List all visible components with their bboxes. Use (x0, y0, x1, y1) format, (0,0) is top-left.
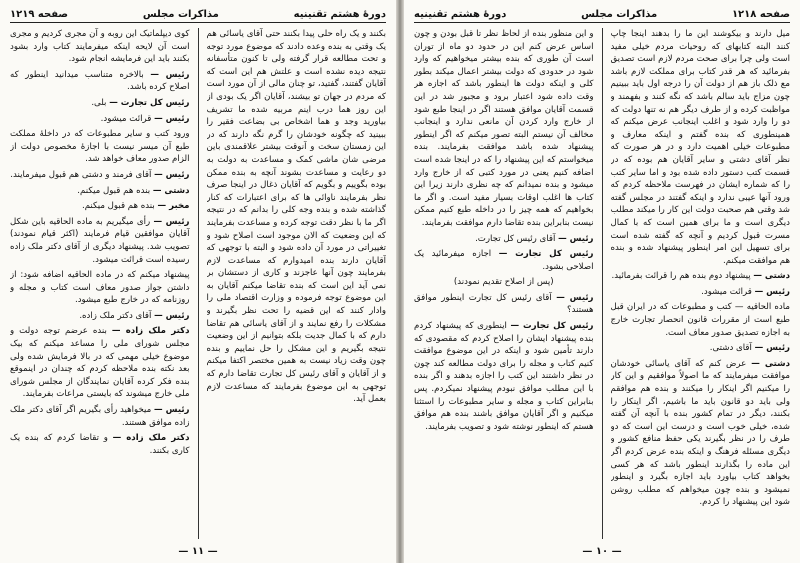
speaker-name: مخبر — (157, 201, 190, 212)
transcript-paragraph (611, 342, 791, 355)
transcript-paragraph (10, 269, 190, 307)
speech-text: آقای رئیس کل تجارت اینطور موافق هستند؟ (414, 292, 594, 316)
transcript-paragraph (611, 28, 791, 267)
left-page-footer: — ۱۱ — (178, 546, 218, 557)
speech-text: ورود کتب و سایر مطبوعات که در داخلهٔ مملکت طبع آن میسر نیست با اجازهٔ مخصوص دولت از الزام صدور معاف خواهد شد. (10, 129, 190, 165)
speaker-name: رئیس — (154, 405, 190, 416)
speech-text: میل دارند و بیکوشند این ما را بدهند اینجا چاپ کنند البته کتابهای که روحیات مردم خیلی مفید است ولی چرا برای صحت مردم لازم است تصدیق بفرمائید که هر قدر کتاب برای مملکت لازم باشد مع ذلک باز هم از دولت آن را درجه اول باید ببینیم چون مزاج باید سالم باشد که نگه کنند و بفهمند و مواظبت کرده و از طرف دیگر هم نه تنها دولت که دو را وارد شود و اغلب اینجانب عرض میکنم که همینطوری که بنده گفتم و اینکه معارف و مطبوعات خیلی اهمیت دارد و در هر صورت که نظر آقای دشتی و سایر آقایان هم بوده که در قسمت کتب دستور داده شده بود و اما سایر کتب را که شماره ایشان در فهرست ملاحظه کردم که ورود آنها عیبی ندارد و اینکه گفتند در مجلس گفته شد وقتی هم صحبت دولت این کار را میکند مطلب دیگری است و ما برای همین است که با کمال مسرت قبول کردیم و آنچه که گفته شده است برای تسهیل این امر اینطور پیشنهاد شده و بنده هم موافقت میکنم. (610, 29, 790, 266)
transcript-paragraph (207, 28, 387, 406)
transcript-paragraph (10, 128, 190, 166)
left-header-session: دورهٔ هشتم تقنینیه (293, 8, 386, 20)
speech-text: بنده عرضم توجه دولت و مجلس شورای ملی را مساعد میکنم که بیک موضوع خیلی مهمی که در بالا فرمایش شده ولی بعد نکته بنده ملاحظه کردم که چندان در اینموقع بنده فکر کرده آقایان نمایندگان از مجلس شورای ملی خارج میشوند که بایستی مراعات بفرمایند. (10, 326, 190, 400)
speaker-name: رئیس — (154, 169, 190, 180)
transcript-paragraph (414, 28, 594, 230)
transcript-paragraph (10, 200, 190, 213)
speech-text: و این منظور بنده از لحاظ نظر تا قبل بودن و چون اساس عرض کنم این در حدود دو ماه از توران است آن طوری که بنده بیشتر میخواهیم که وارد شود در حدودی که دولت بیشتر اعمال میکند بطور کلی و اینکه دولت ها اینطور باشد که اجازه هر وقت داده شود اعتبار برود و مجبور شد در این قسمت آقایان موافق هستند اگر در اینجا طبع شود از خارج وارد کردن آن مانعی ندارد و اینجانب مخالف آن نیستم البته تصور میکنم که اگر اینطور پیشنهاد شده باشد موافقت بفرمایند. بنده میخواستم که این پیشنهاد را که در اینجا شده است اضافه کنیم یعنی در مورد کتبی که از خارج وارد میشود و بنده نمیدانم که چه نظری دارند زیرا این کتاب ها اغلب اوقات بسیار مفید است. و اگر ما بخواهیم که همه چیز را در داخله طبع کنیم ممکن نیست بنابراین بنده تقاضا دارم موافقت بفرمایند. (414, 29, 594, 228)
transcript-paragraph (10, 113, 190, 126)
transcript-paragraph (414, 233, 594, 246)
transcript-paragraph (414, 292, 594, 317)
column-divider (198, 28, 199, 539)
right-page-footer: — ۱۰ — (582, 546, 622, 557)
speech-text: قرائت میشود. (701, 286, 752, 297)
speaker-name: رئیس کل تجارت — (498, 249, 594, 260)
transcript-paragraph (10, 97, 190, 110)
transcript-paragraph (10, 69, 190, 94)
transcript-paragraph (611, 358, 791, 509)
speech-text: آقای رئیس کل تجارت. (475, 233, 556, 244)
right-page (404, 0, 800, 563)
speaker-name: دشتی — (753, 271, 790, 282)
speech-text: پیشنهاد میکنم که در ماده الحاقیه اضافه شود: از داشتن جواز صدور معاف است کتاب و مجله و روزنامه که در خارج طبع میشود. (10, 270, 190, 306)
speaker-name: دکتر ملک زاده — (112, 433, 190, 444)
left-page-columns (10, 28, 386, 539)
speaker-name: رئیس — (754, 286, 790, 297)
speech-text: بنده هم قبول میکنم. (81, 201, 155, 212)
speech-text: رأی میگیریم به ماده الحاقیه باین شکل آقایان موافقین قیام فرمایند (اکثر قیام نمودند) تصویب شد. پیشنهاد دیگری از آقای دکتر ملک زاده رسیده است قرائت میشود. (10, 216, 190, 265)
right-header-session: دورهٔ هشتم تقنینیه (414, 8, 507, 20)
transcript-paragraph (611, 270, 791, 283)
transcript-paragraph (414, 248, 594, 273)
transcript-paragraph (10, 185, 190, 198)
left-page-header (10, 6, 386, 23)
speech-text: بلی. (91, 97, 107, 108)
speech-text: بنده هم قبول میکنم. (77, 185, 151, 196)
left-header-page-number: صفحه ۱۲۱۹ (10, 8, 69, 20)
speaker-name: دشتی — (152, 185, 190, 196)
left-page (0, 0, 396, 563)
right-header-title: مذاکرات مجلس (581, 8, 658, 20)
speaker-name: رئیس — (556, 292, 594, 303)
right-page-columns (414, 28, 790, 539)
speech-text: بالاخره متناسب میدانید اینطور که اصلاح کرده باشد. (10, 69, 190, 93)
transcript-paragraph (10, 310, 190, 323)
right-page-column-left (414, 28, 594, 539)
speech-text: آقای دشتی. (709, 343, 752, 354)
speech-text: اجازه میفرمائید یک اصلاحی بشود. (414, 249, 594, 272)
speaker-name: رئیس کل تجارت — (109, 97, 190, 108)
transcript-paragraph (10, 216, 190, 266)
transcript-paragraph (611, 286, 791, 299)
left-page-column-left (10, 28, 190, 539)
transcript-paragraph (10, 28, 190, 66)
speaker-name: رئیس کل تجارت — (510, 321, 594, 332)
speech-text: کوی دیپلماتیک این روبه و آن مجری کردیم و مجری است آن لایحه اینکه میفرمایند کتاب وارد بشود بکنند باید این فرمایشه انجام شود. (10, 29, 190, 65)
right-page-header (414, 6, 790, 23)
transcript-paragraph (414, 276, 594, 289)
speech-text: قرائت میشود. (100, 113, 152, 124)
book-gutter (396, 0, 404, 563)
speaker-name: دشتی — (751, 358, 790, 369)
speech-text: عرض کنم که آقای یاسائی خودشان موافقت میفرمایند که ما اصولاً موافقیم و این کار را میکنیم اگر اینکار را میکنند و بنده هم موافقم ولی باید دو قانون باید ما باشیم، اگر اینکار را بکنند، دیگر در تمام کشور بنده با آنچه آن گفته شده، خیلی خوب است و درست این است که دو طرف را در نظر بگیرند یکی حفظ منافع کشور و دیگری مسئله فرهنگ و اینکه بنده عرض کردم اگر این ماده را بگذارند اینطور باشد که هر کسی بخواهد کتاب بیاورد باید اجازه بگیرد و اینطور نمیشود و بنده چون میخواهم که مطلب روشن شود این پیشنهاد را کردم. (610, 358, 790, 508)
speaker-name: دکتر ملک زاده — (111, 326, 190, 337)
speech-text: بکنند و یک راه حلی پیدا بکنند حتی آقای یاسائی هم یک وقتی به بنده وعده دادند که موضوع مورد توجه و تحت مطالعه قرار گرفته ولی تا کنون متأسفانه نتیجه دیده نشده است و علتش هم این است که آقایان گفتند، گفتید، تو چنان مالی از آن مورد است که مردم در جهان تو بیشند، آقایان اگر یک بودی از این روز هما درب اینم مربیه شده ما تشریف بیاورید وجد و هما اشخاص بی بضاعت فقیر را ببینید که چگونه خودشان را گرم نگه دارند که در این زمستان سخت و آنوقت بیشتر علاقمندی باین مرضی شان ماشی کمک و مساعدت به دولت به دو رعایت و مساعدت بشوند آنچه به بنده ممکن بوده بگوییم و بگویم که آقایان ذغال در اینجا صرف نظر بفرمایند ناوائی ها که برای اعتبارات که کنار گذاشته شده و بنده وجه کلی را بدانم که در نتیجه اگر ما با نظر دقت توجه کرده و مساعدت بفرمایند که این وضعیت که الان موجود است اصلاح شود و تغییراتی در مورد آن داده شود و البته با توجهی که آقایان دارند بنده امیدوارم که مساعدت لازم بفرمایند چون آنها عاجزند و کاری از دستشان بر نمی آید این است که بنده تقاضا میکنم آقایان به این موضوع توجه فرموده و وزارت اقتصاد ملی را وادار کنند که این قضیه را تحت نظر بگیرند و مشکلات را رفع نمایند و از آقای یاسائی هم تقاضا دارم که با کمال جدیت بلکه بتوانیم از این وضعیت نتیجه بگیریم و این مشکل را حل نماییم و بنده چون وقت زیاد نیست به همین مختصر اکتفا میکنم و از آقایان و آقای رئیس کل تجارت تقاضا دارم که توجهی به این موضوع بفرمایند که مساعدت لازم بعمل آید. (206, 29, 386, 405)
right-header-page-number: صفحه ۱۲۱۸ (731, 8, 790, 20)
speaker-name: رئیس — (153, 216, 190, 227)
speech-text: (پس از اصلاح تقدیم نمودند) (453, 277, 554, 288)
left-header-title: مذاکرات مجلس (142, 8, 219, 20)
speaker-name: رئیس — (754, 343, 790, 354)
transcript-paragraph (10, 169, 190, 182)
left-page-column-right (207, 28, 387, 539)
speech-text: میخواهید رأی بگیریم اگر آقای دکتر ملک زاده موافق هستند. (10, 405, 190, 428)
transcript-paragraph (10, 325, 190, 401)
speech-text: ماده الحاقیه — کتب و مطبوعات که در ایران قبل طبع است از مقررات قانون انحصار تجارت خارج به اجازه تصدیق صدور معاف است. (610, 302, 790, 338)
transcript-paragraph (10, 432, 190, 457)
speech-text: و تقاضا کردم که بنده یک کاری بکنند. (10, 433, 190, 456)
right-page-column-right (611, 28, 791, 539)
transcript-paragraph (611, 301, 791, 339)
speech-text: آقای فرمند و دشتی هم قبول میفرمایند. (10, 169, 152, 180)
speaker-name: رئیس — (150, 69, 190, 80)
speaker-name: رئیس — (154, 310, 190, 321)
column-divider (602, 28, 603, 539)
speech-text: پیشنهاد دوم بنده هم را قرائت بفرمائید. (611, 271, 751, 282)
speaker-name: رئیس — (154, 113, 190, 124)
speech-text: اینطوری که پیشنهاد کردم بنده پیشنهاد ایشان را اصلاح کردم که مقصودی که دارند تأمین شود و اینکه در این موضوع موافقت کنیم کتاب و مجله را برای دولت مطالعه کند چون در نظر داشتند این کتب را اجازه بدهند و اگر بنده با این مطلب موافق نبودم پیشنهاد نمیکردم. پس بنابراین کتاب و مجله و سایر مطبوعات را استثنا میکنیم و اگر آقایان موافق باشند بنده هم موافق هستم که اینطور نوشته شود و تصویب بفرمایند. (414, 321, 594, 432)
speech-text: آقای دکتر ملک زاده. (79, 310, 152, 321)
transcript-paragraph (414, 320, 594, 433)
speaker-name: رئیس — (558, 233, 594, 244)
transcript-paragraph (10, 404, 190, 429)
